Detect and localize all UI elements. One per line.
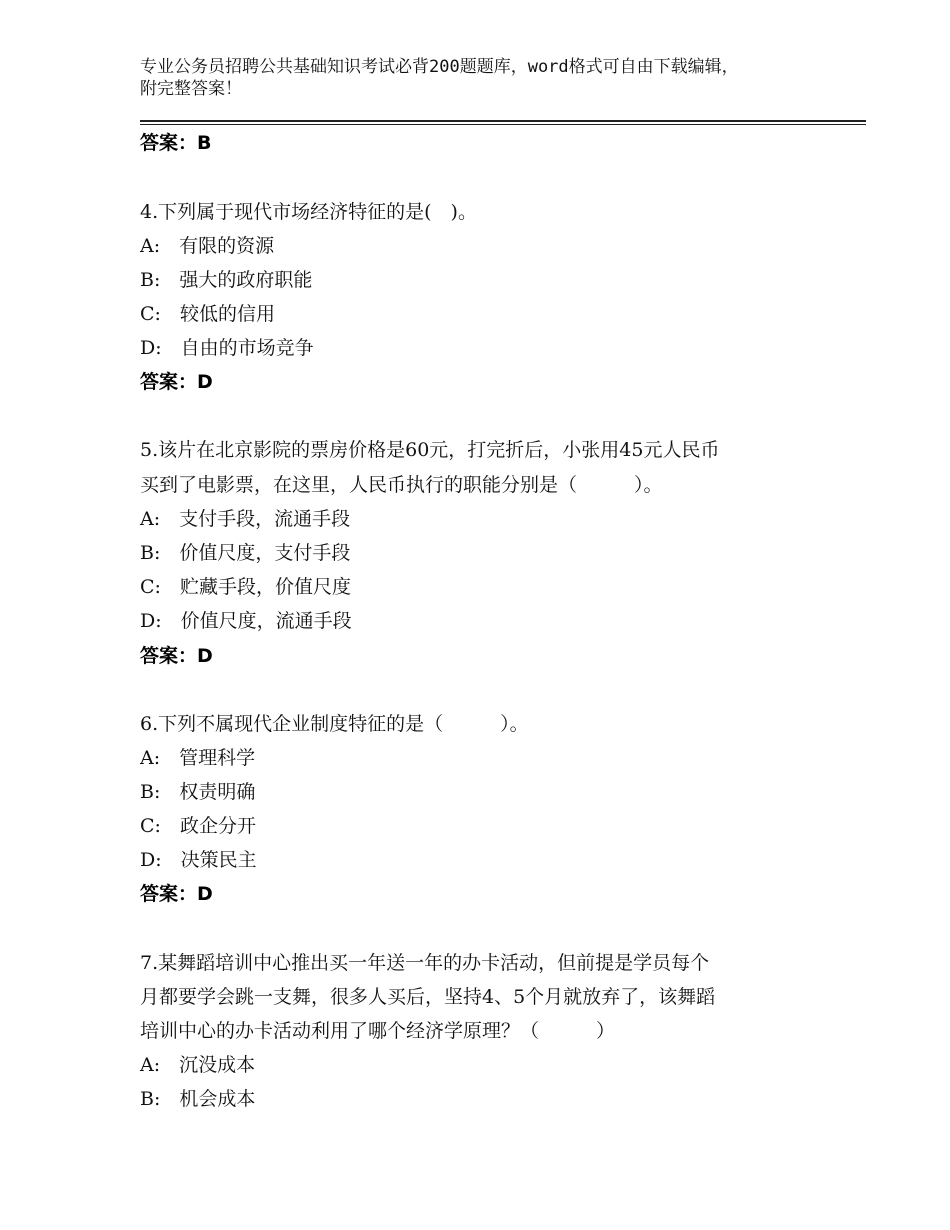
q7-option-a: A: 沉没成本 <box>140 1054 256 1076</box>
q6-stem: 6.下列不属现代企业制度特征的是（ ）。 <box>140 713 529 735</box>
q6-option-a: A: 管理科学 <box>140 747 256 769</box>
q6-option-b: B: 权责明确 <box>140 781 256 803</box>
q7-stem-line-2: 月都要学会跳一支舞，很多人买后，坚持4、5个月就放弃了，该舞蹈 <box>140 986 716 1008</box>
q5-option-d: D: 价值尺度，流通手段 <box>140 610 352 632</box>
q7-option-b: B: 机会成本 <box>140 1088 256 1110</box>
q4-option-d: D: 自由的市场竞争 <box>140 337 314 359</box>
q4-option-b: B: 强大的政府职能 <box>140 269 313 291</box>
q4-stem: 4.下列属于现代市场经济特征的是( )。 <box>140 201 477 223</box>
page-header <box>140 56 840 100</box>
q5-stem-line-2: 买到了电影票，在这里，人民币执行的职能分别是（ ）。 <box>140 474 663 496</box>
q6-option-c: C: 政企分开 <box>140 815 256 837</box>
q5-option-b: B: 价值尺度，支付手段 <box>140 542 351 564</box>
q5-option-c: C: 贮藏手段，价值尺度 <box>140 576 351 598</box>
q7-stem-line-3: 培训中心的办卡活动利用了哪个经济学原理？（ ） <box>140 1020 616 1042</box>
answer-q3: 答案：B <box>140 132 212 154</box>
q5-option-a: A: 支付手段，流通手段 <box>140 508 351 530</box>
header-line-1: 专业公务员招聘公共基础知识考试必背200题题库，word格式可自由下载编辑， <box>140 57 739 77</box>
header-rule-thin <box>140 124 866 125</box>
q6-option-d: D: 决策民主 <box>140 849 257 871</box>
q4-option-c: C: 较低的信用 <box>140 303 275 325</box>
header-rule <box>140 120 866 122</box>
q5-stem-line-1: 5.该片在北京影院的票房价格是60元，打完折后，小张用45元人民币 <box>140 439 720 461</box>
q6-answer: 答案：D <box>140 883 213 905</box>
q4-answer: 答案：D <box>140 371 213 393</box>
q5-answer: 答案：D <box>140 645 213 667</box>
q4-option-a: A: 有限的资源 <box>140 235 275 257</box>
header-line-2: 附完整答案！ <box>140 79 242 99</box>
q7-stem-line-1: 7.某舞蹈培训中心推出买一年送一年的办卡活动，但前提是学员每个 <box>140 952 710 974</box>
